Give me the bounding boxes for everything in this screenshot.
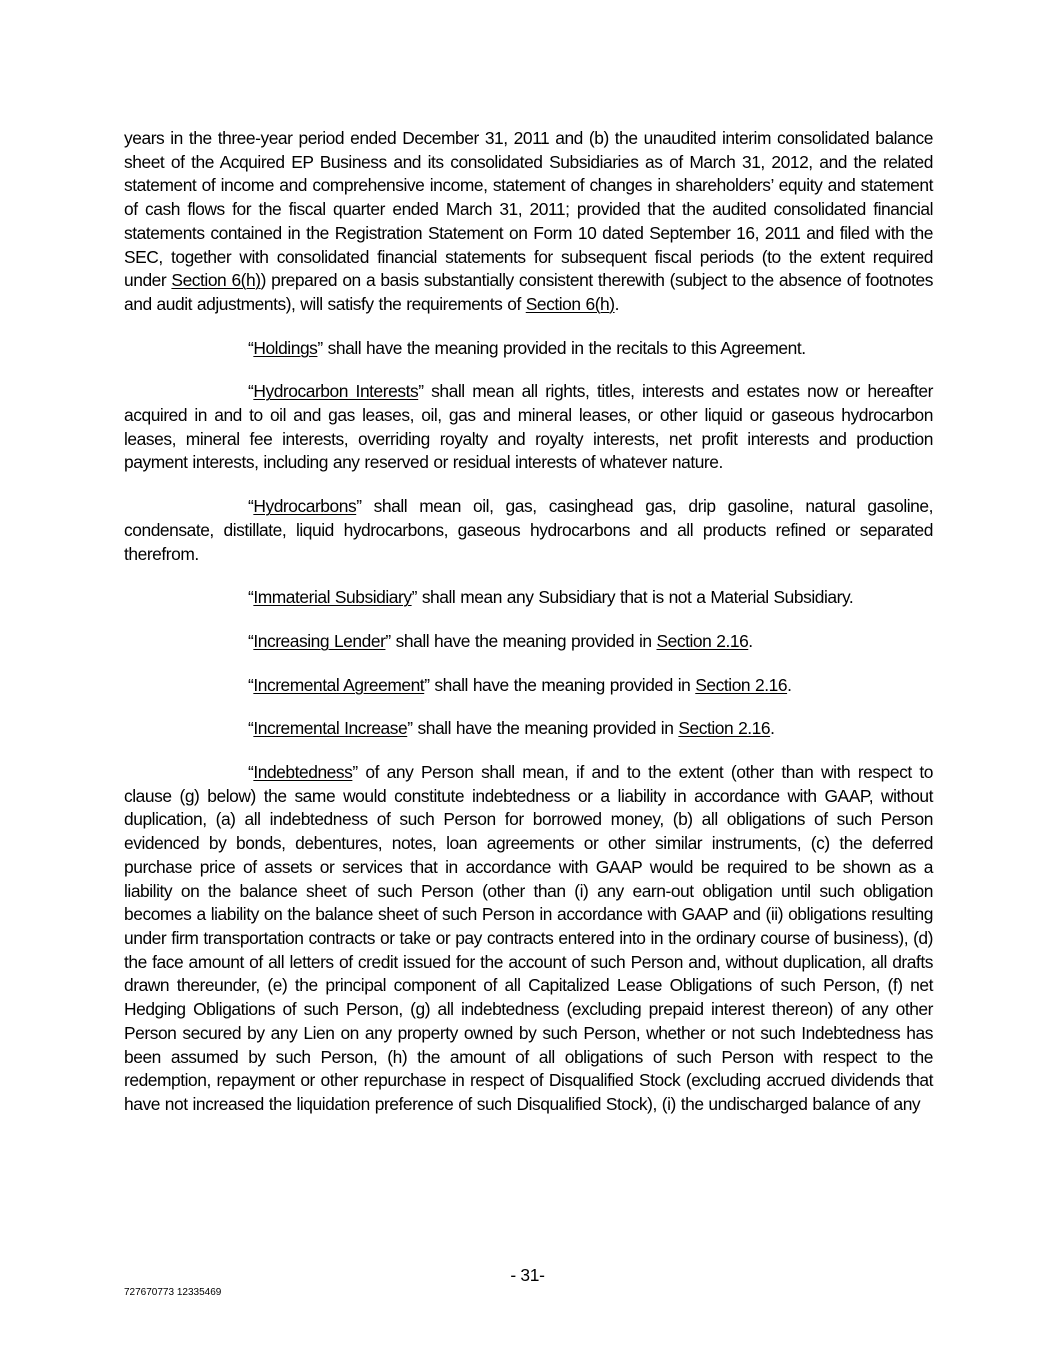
- defined-term: Incremental Agreement: [253, 674, 425, 695]
- definition-text: ” shall mean oil, gas, casinghead gas, drip gasoline, natural gasoline, condensate, distillate, liquid hydrocarbons, gaseous hydrocarbons and all products refined or separated therefrom.: [124, 496, 933, 564]
- definition-text: ” of any Person shall mean, if and to the extent (other than with respect to clause (g) below) the same would constitute indebtedness or a liability in accordance with GAAP, without duplication, (a) all indebtedness of such Person for borrowed money, (b) all obligations of such Person evidenced by bonds, debentures, notes, loan agreements or other similar instruments, (c) the deferred purchase price of assets or services that in accordance with GAAP would be required to be shown as a liability on the balance sheet of such Person (other than (i) any earn-out obligation until such obligation becomes a liability on the balance sheet of such Person in accordance with GAAP and (ii) obligations resulting under firm transportation contracts or take or pay contracts entered into in the ordinary course of business), (d) the face amount of all letters of credit issued for the account of such Person and, without duplication, all drafts drawn thereunder, (e) the principal component of all Capitalized Lease Obligations of such Person, (f) net Hedging Obligations of such Person, (g) all indebtedness (excluding prepaid interest thereon) of any other Person secured by any Lien on any property owned by such Person, whether or not such Indebtedness has been assumed by such Person, (h) the amount of all obligations of such Person with respect to the redemption, repayment or other repurchase in respect of Disqualified Stock (excluding accrued dividends that have not increased the liquidation preference of such Disqualified Stock), (i) the undischarged balance of any: [124, 762, 933, 1114]
- punctuation: .: [748, 630, 753, 651]
- open-quote: “: [248, 674, 254, 695]
- defined-term: Hydrocarbon Interests: [253, 381, 419, 402]
- page-number: - 31-: [510, 1265, 545, 1285]
- open-quote: “: [248, 381, 254, 402]
- paragraph-text: years in the three-year period ended December 31, 2011 and (b) the unaudited interim consolidated balance sheet of the Acquired EP Business and its consolidated Subsidiaries as of March 31, 2012, and the related statement of income and comprehensive income, statement of changes in shareholders’ equity and statement of cash flows for the fiscal quarter ended March 31, 2011; provided that the audited consolidated financial statements contained in the Registration Statement on Form 10 dated September 16, 2011 and filed with the SEC, together with consolidated financial statements for subsequent fiscal periods (to the extent required under: [124, 128, 933, 291]
- defined-term: Immaterial Subsidiary: [253, 587, 412, 608]
- open-quote: “: [248, 762, 254, 783]
- defined-term: Incremental Increase: [253, 718, 408, 739]
- section-reference: Section 6(h): [525, 293, 615, 314]
- defined-term: Increasing Lender: [253, 630, 386, 651]
- defined-term: Holdings: [253, 337, 318, 358]
- section-reference: Section 2.16: [695, 674, 788, 695]
- definition-hydrocarbons: [124, 495, 933, 566]
- punctuation: .: [770, 718, 775, 739]
- section-reference: Section 2.16: [656, 630, 749, 651]
- paragraph-text: ) prepared on a basis substantially consistent therewith (subject to the absence of footnotes and audit adjustments), will satisfy the requirements of: [124, 270, 933, 314]
- definition-hydrocarbon-interests: [124, 380, 933, 475]
- definition-text: ” shall mean any Subsidiary that is not a Material Subsidiary.: [411, 587, 854, 608]
- paragraph-continuation: [124, 127, 933, 317]
- document-page: [124, 127, 933, 1137]
- section-reference: Section 2.16: [678, 718, 771, 739]
- defined-term: Hydrocarbons: [253, 496, 357, 517]
- document-id: 727670773 12335469: [124, 1287, 222, 1298]
- open-quote: “: [248, 718, 254, 739]
- open-quote: “: [248, 587, 254, 608]
- definition-increasing-lender: [124, 630, 933, 654]
- punctuation: .: [614, 293, 619, 314]
- section-reference: Section 6(h): [171, 270, 261, 291]
- definition-text: ” shall have the meaning provided in the recitals to this Agreement.: [317, 337, 806, 358]
- definition-text: ” shall have the meaning provided in: [424, 674, 696, 695]
- definition-text: ” shall mean all rights, titles, interests and estates now or hereafter acquired in and to oil and gas leases, oil, gas and mineral leases, or other liquid or gaseous hydrocarbon leases, mineral fee interests, overriding royalty and royalty interests, net profit interests and production payment interests, including any reserved or residual interests of whatever nature.: [124, 381, 933, 473]
- definition-incremental-increase: [124, 717, 933, 741]
- definition-incremental-agreement: [124, 674, 933, 698]
- definition-indebtedness: [124, 761, 933, 1117]
- open-quote: “: [248, 337, 254, 358]
- punctuation: .: [787, 674, 792, 695]
- open-quote: “: [248, 630, 254, 651]
- definition-text: ” shall have the meaning provided in: [385, 630, 657, 651]
- definition-holdings: [124, 337, 933, 361]
- defined-term: Indebtedness: [253, 762, 353, 783]
- definition-immaterial-subsidiary: [124, 586, 933, 610]
- open-quote: “: [248, 496, 254, 517]
- definition-text: ” shall have the meaning provided in: [407, 718, 679, 739]
